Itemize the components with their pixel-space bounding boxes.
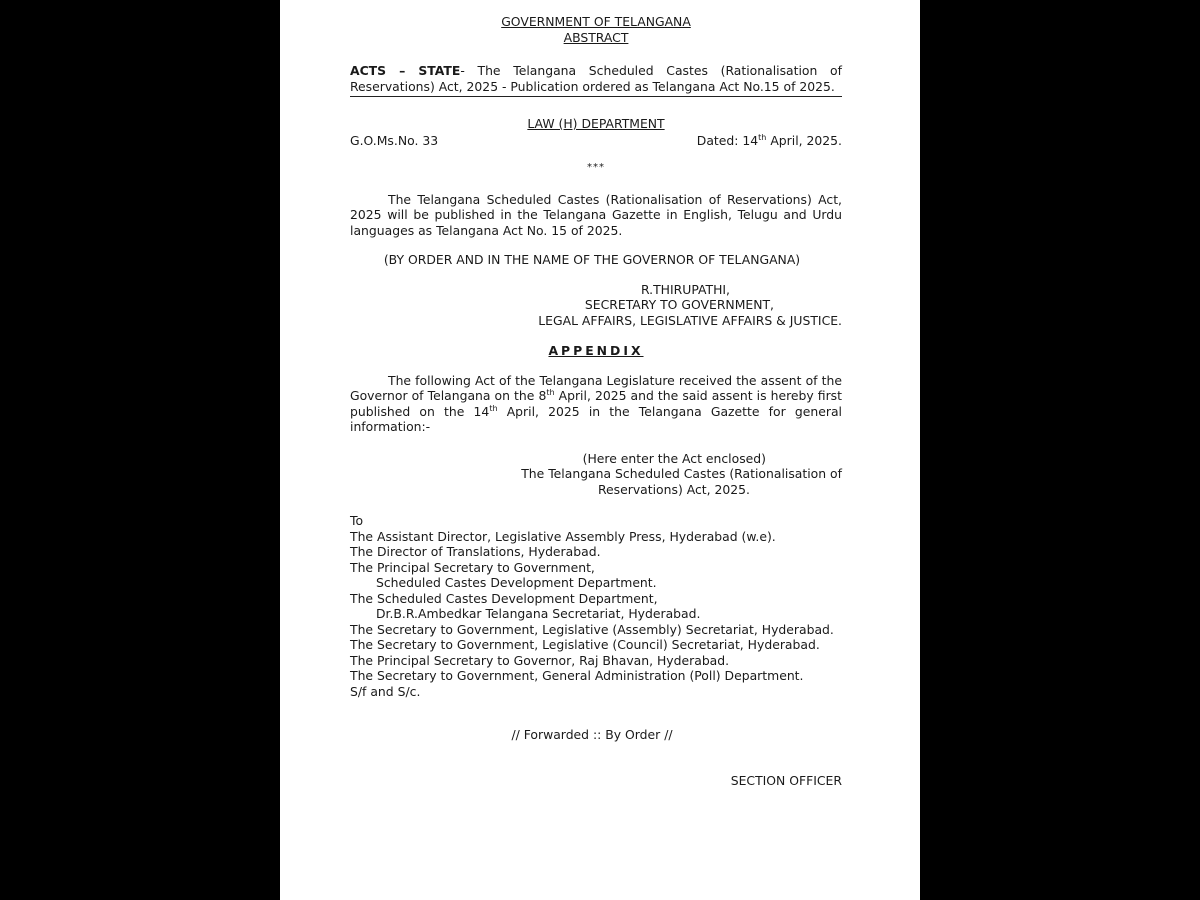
document-content: [350, 14, 842, 788]
signature-block: [350, 282, 842, 329]
enclosed-act-line2: Reservations) Act, 2025.: [597, 481, 750, 497]
go-number: G.O.Ms.No. 33: [350, 132, 439, 148]
addressee-item: The Principal Secretary to Government,: [350, 559, 595, 575]
go-row: [350, 133, 842, 149]
body-paragraph: The Telangana Scheduled Castes (Rationalisation of Reservations) Act, 2025 will be published in the Telangana Gazette in English, Telugu and Urdu languages as Telangana Act No. 15 of 2025.: [350, 191, 842, 238]
addressee-item: The Principal Secretary to Governor, Raj Bhavan, Hyderabad.: [350, 652, 730, 668]
signatory-name: R.THIRUPATHI,: [641, 281, 730, 297]
document-page: [280, 0, 920, 900]
appendix-paragraph: The following Act of the Telangana Legislature received the assent of the Governor of Telangana on the 8th April, 2025 and the said assent is hereby first published on the 14th April, 2025 in the Telangana Gazette for general information:-: [350, 372, 842, 434]
addressee-item: The Secretary to Government, Legislative (Assembly) Secretariat, Hyderabad.: [350, 621, 834, 637]
addressee-item: The Scheduled Castes Development Department,: [350, 590, 658, 606]
subject-text: - The Telangana Scheduled Castes (Rationalisation of Reservations) Act, 2025 - Publication ordered as Telangana Act No.15 of 2025.: [350, 63, 842, 94]
appendix-heading: APPENDIX: [548, 343, 644, 358]
addressee-item: The Director of Translations, Hyderabad.: [350, 544, 601, 559]
addressee-item: Scheduled Castes Development Department.: [376, 575, 657, 590]
forwarded-line: // Forwarded :: By Order //: [511, 727, 673, 742]
addressee-item: The Secretary to Government, General Administration (Poll) Department.: [350, 668, 804, 683]
enclosed-block: [350, 451, 842, 498]
addressee-item: The Secretary to Government, Legislative (Council) Secretariat, Hyderabad.: [350, 637, 820, 652]
order-line: (BY ORDER AND IN THE NAME OF THE GOVERNOR OF TELANGANA): [383, 252, 801, 267]
separator-stars: ***: [587, 162, 605, 173]
addressee-item: Dr.B.R.Ambedkar Telangana Secretariat, Hyderabad.: [376, 606, 701, 621]
department-heading: LAW (H) DEPARTMENT: [527, 116, 665, 131]
signatory-office: LEGAL AFFAIRS, LEGISLATIVE AFFAIRS & JUSTICE.: [538, 312, 842, 328]
dated-line: Dated: 14th April, 2025.: [696, 132, 842, 148]
addressee-list: [350, 513, 842, 699]
enclosed-act-line1: The Telangana Scheduled Castes (Rationalisation of: [521, 466, 842, 481]
abstract-heading: ABSTRACT: [563, 29, 629, 45]
addressee-to: To: [350, 513, 364, 528]
section-officer: SECTION OFFICER: [730, 772, 842, 788]
enclosed-note: (Here enter the Act enclosed): [582, 450, 766, 466]
government-heading: GOVERNMENT OF TELANGANA: [501, 14, 691, 29]
signatory-title: SECRETARY TO GOVERNMENT,: [584, 297, 774, 312]
addressee-item: S/f and S/c.: [350, 683, 421, 699]
subject-lead: ACTS – STATE: [350, 63, 461, 78]
subject-block: [350, 63, 842, 97]
addressee-item: The Assistant Director, Legislative Assembly Press, Hyderabad (w.e).: [350, 528, 776, 544]
